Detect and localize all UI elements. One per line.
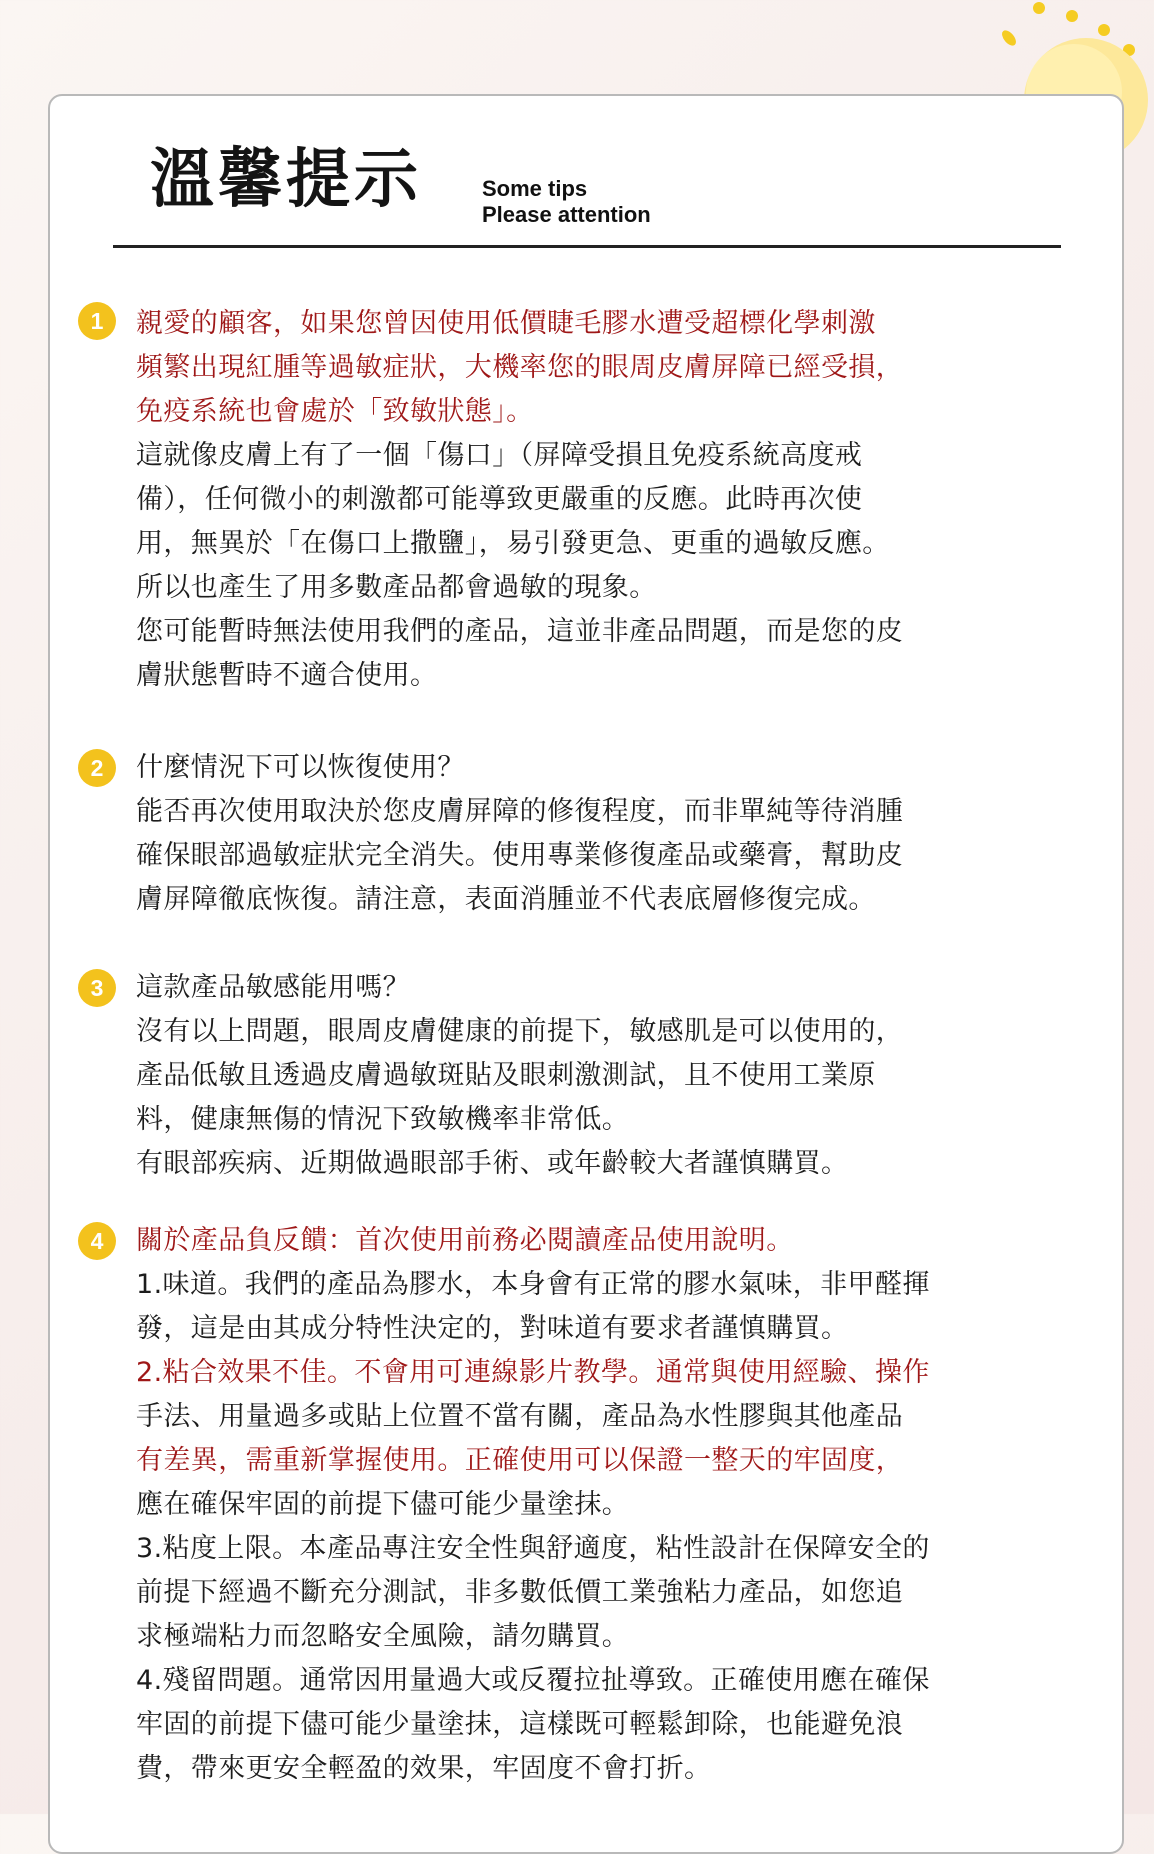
tip-line: 有差異，需重新掌握使用。正確使用可以保證一整天的牢固度，	[136, 1445, 904, 1476]
tip-line: 前提下經過不斷充分測試，非多數低價工業強粘力產品，如您追	[136, 1577, 904, 1608]
tip-line: 2.粘合效果不佳。不會用可連線影片教學。通常與使用經驗、操作	[136, 1357, 930, 1388]
number-badge: 4	[78, 1222, 116, 1260]
tip-line: 發，這是由其成分特性決定的，對味道有要求者謹慎購買。	[136, 1313, 849, 1344]
tip-line: 確保眼部過敏症狀完全消失。使用專業修復產品或藥膏，幫助皮	[136, 840, 904, 871]
tip-line: 頻繁出現紅腫等過敏症狀，大機率您的眼周皮膚屏障已經受損，	[136, 352, 904, 383]
subtitle	[482, 176, 651, 228]
tip-line: 手法、用量過多或貼上位置不當有關，產品為水性膠與其他產品	[136, 1401, 904, 1432]
tip-line: 牢固的前提下儘可能少量塗抹，這樣既可輕鬆卸除，也能避免浪	[136, 1709, 904, 1740]
tip-line: 產品低敏且透過皮膚過敏斑貼及眼刺激測試，且不使用工業原	[136, 1060, 876, 1091]
tip-line: 沒有以上問題，眼周皮膚健康的前提下，敏感肌是可以使用的，	[136, 1016, 904, 1047]
tip-line: 備），任何微小的刺激都可能導致更嚴重的反應。此時再次使	[136, 484, 863, 515]
tip-line: 料，健康無傷的情況下致敏機率非常低。	[136, 1104, 630, 1135]
tip-line: 3.粘度上限。本產品專注安全性與舒適度，粘性設計在保障安全的	[136, 1533, 930, 1564]
tip-line: 膚狀態暫時不適合使用。	[136, 660, 438, 691]
subtitle-line-1: Some tips	[482, 176, 588, 201]
tip-line: 求極端粘力而忽略安全風險，請勿購買。	[136, 1621, 630, 1652]
tip-text	[136, 966, 1036, 1186]
tip-line: 這就像皮膚上有了一個「傷口」（屏障受損且免疫系統高度戒	[136, 440, 863, 471]
tip-line: 膚屏障徹底恢復。請注意，表面消腫並不代表底層修復完成。	[136, 884, 876, 915]
number-badge: 1	[78, 302, 116, 340]
tip-line: 應在確保牢固的前提下儘可能少量塗抹。	[136, 1489, 630, 1520]
tip-line: 所以也產生了用多數產品都會過敏的現象。	[136, 572, 657, 603]
tip-text	[136, 746, 1036, 922]
tip-line: 1.味道。我們的產品為膠水，本身會有正常的膠水氣味，非甲醛揮	[136, 1269, 930, 1300]
tip-text	[136, 1219, 1036, 1791]
tip-line: 親愛的顧客，如果您曾因使用低價睫毛膠水遭受超標化學刺激	[136, 308, 876, 339]
tip-line: 什麼情況下可以恢復使用？	[136, 752, 465, 783]
tip-text	[136, 302, 1036, 698]
number-badge: 3	[78, 969, 116, 1007]
tip-line: 這款產品敏感能用嗎？	[136, 972, 410, 1003]
tip-line: 用，無異於「在傷口上撒鹽」，易引發更急、更重的過敏反應。	[136, 528, 890, 559]
tip-line: 免疫系統也會處於「致敏狀態」。	[136, 396, 534, 427]
title-divider	[113, 245, 1061, 248]
page-title: 溫馨提示	[150, 142, 422, 217]
tip-line: 費，帶來更安全輕盈的效果，牢固度不會打折。	[136, 1753, 712, 1784]
subtitle-line-2: Please attention	[482, 202, 651, 227]
number-badge: 2	[78, 749, 116, 787]
tip-line: 4.殘留問題。通常因用量過大或反覆拉扯導致。正確使用應在確保	[136, 1665, 930, 1696]
tip-line: 有眼部疾病、近期做過眼部手術、或年齡較大者謹慎購買。	[136, 1148, 849, 1179]
tip-line: 能否再次使用取決於您皮膚屏障的修復程度，而非單純等待消腫	[136, 796, 904, 827]
tip-line: 關於產品負反饋：首次使用前務必閱讀產品使用說明。	[136, 1225, 794, 1256]
tip-line: 您可能暫時無法使用我們的產品，這並非產品問題，而是您的皮	[136, 616, 904, 647]
